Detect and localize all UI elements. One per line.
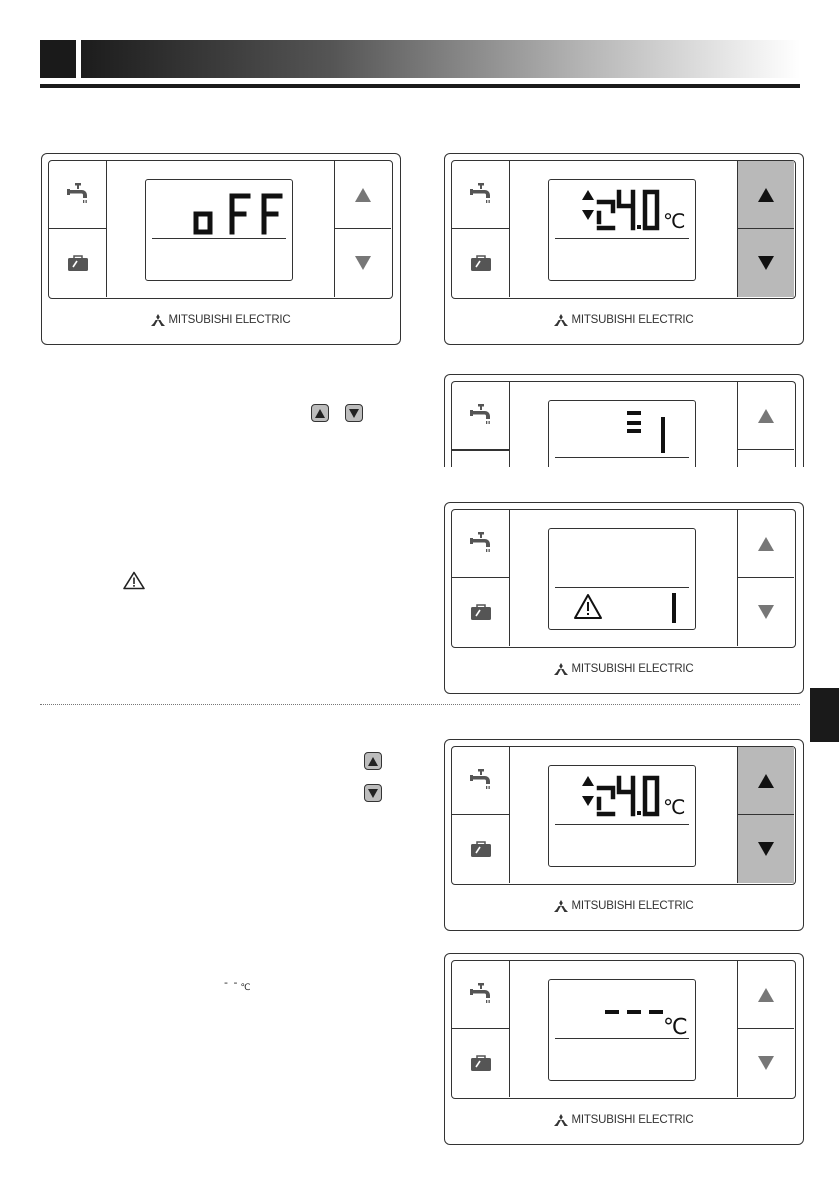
controller-face — [451, 960, 796, 1099]
triangle-up-icon — [758, 537, 774, 551]
remote-controller-off — [41, 153, 401, 345]
brand-logo: MITSUBISHI ELECTRIC — [445, 1114, 803, 1126]
lcd-divider — [555, 824, 689, 825]
up-button[interactable] — [737, 382, 794, 450]
hot-water-button[interactable] — [452, 961, 510, 1029]
section-number-block — [40, 40, 76, 78]
triangle-down-icon — [758, 842, 774, 856]
water-tap-icon — [470, 404, 492, 428]
remote-controller-error — [444, 502, 804, 694]
triangle-up-icon — [758, 774, 774, 788]
up-button-pressed[interactable] — [737, 161, 794, 229]
triangle-up-icon — [758, 409, 774, 423]
inline-up-button-icon — [311, 404, 329, 422]
down-button[interactable] — [737, 578, 794, 646]
water-tap-icon — [67, 183, 89, 207]
three-diamond-logo — [554, 1114, 568, 1126]
up-button[interactable] — [737, 961, 794, 1029]
lcd-set-temp — [581, 188, 693, 236]
inline-down-button-icon — [345, 404, 363, 422]
down-button[interactable] — [737, 1029, 794, 1097]
holiday-button[interactable] — [452, 815, 510, 883]
lcd-divider — [152, 238, 286, 239]
down-button[interactable] — [334, 229, 391, 297]
hot-water-button[interactable] — [452, 747, 510, 815]
triangle-down-icon — [758, 1056, 774, 1070]
section-divider — [40, 704, 800, 705]
svg-text:℃: ℃ — [663, 1015, 688, 1038]
lcd-display — [145, 179, 293, 281]
holiday-suitcase-icon — [471, 604, 491, 620]
holiday-button[interactable] — [452, 1029, 510, 1097]
triangle-down-icon — [758, 256, 774, 270]
hot-water-button[interactable] — [452, 382, 510, 450]
water-tap-icon — [470, 532, 492, 556]
triangle-down-icon — [355, 256, 371, 270]
lcd-divider — [555, 1038, 689, 1039]
svg-text:℃: ℃ — [663, 209, 686, 233]
holiday-button-partial[interactable] — [452, 450, 510, 467]
hot-water-button[interactable] — [452, 510, 510, 578]
remote-controller-no-temp — [444, 953, 804, 1145]
brand-logo: MITSUBISHI ELECTRIC — [445, 314, 803, 326]
controller-face — [451, 160, 796, 299]
side-chapter-tab — [810, 688, 839, 742]
holiday-button[interactable] — [452, 578, 510, 646]
remote-controller-set-temp — [444, 153, 804, 345]
lcd-display — [548, 400, 696, 467]
lcd-display — [548, 179, 696, 281]
inline-warning-icon — [123, 571, 145, 590]
water-tap-icon — [470, 769, 492, 793]
lcd-set-temp — [581, 774, 693, 822]
warning-triangle-icon — [573, 593, 603, 620]
three-diamond-logo — [151, 314, 165, 326]
holiday-suitcase-icon — [68, 255, 88, 271]
controller-face — [451, 746, 796, 885]
triangle-up-icon — [758, 988, 774, 1002]
brand-logo: MITSUBISHI ELECTRIC — [42, 314, 400, 326]
lcd-divider — [555, 238, 689, 239]
holiday-suitcase-icon — [471, 1055, 491, 1071]
holiday-suitcase-icon — [471, 841, 491, 857]
three-diamond-logo — [554, 663, 568, 675]
lcd-display — [548, 528, 696, 630]
down-button-pressed[interactable] — [737, 229, 794, 297]
triangle-down-icon — [758, 605, 774, 619]
water-tap-icon — [470, 183, 492, 207]
hot-water-button[interactable] — [452, 161, 510, 229]
svg-text:℃: ℃ — [663, 795, 686, 819]
brand-logo: MITSUBISHI ELECTRIC — [445, 663, 803, 675]
up-button-pressed[interactable] — [737, 747, 794, 815]
lcd-display — [548, 765, 696, 867]
lcd-divider — [555, 587, 689, 588]
up-button[interactable] — [737, 510, 794, 578]
triangle-up-icon — [758, 188, 774, 202]
down-button-partial[interactable] — [737, 450, 794, 467]
lcd-zone-text — [619, 409, 689, 457]
lcd-error-code — [667, 593, 681, 623]
three-diamond-logo — [554, 900, 568, 912]
three-diamond-logo — [554, 314, 568, 326]
controller-face — [451, 381, 796, 467]
inline-up-button-icon — [364, 752, 382, 770]
holiday-suitcase-icon — [471, 255, 491, 271]
inline-down-button-icon — [364, 784, 382, 802]
controller-face — [48, 160, 393, 299]
header-rule — [40, 84, 800, 88]
inline-no-temp-indicator: - - $_℃$ — [224, 976, 252, 993]
up-button[interactable] — [334, 161, 391, 229]
triangle-up-icon — [355, 188, 371, 202]
brand-logo: MITSUBISHI ELECTRIC — [445, 900, 803, 912]
holiday-button[interactable] — [49, 229, 107, 297]
holiday-button[interactable] — [452, 229, 510, 297]
remote-controller-zone — [444, 374, 804, 467]
lcd-off-text — [186, 188, 286, 238]
remote-controller-set-temp-2 — [444, 739, 804, 931]
controller-face — [451, 509, 796, 648]
lcd-divider — [555, 457, 689, 458]
hot-water-button[interactable] — [49, 161, 107, 229]
section-title-bar — [81, 40, 800, 78]
down-button-pressed[interactable] — [737, 815, 794, 883]
water-tap-icon — [470, 983, 492, 1007]
lcd-display — [548, 979, 696, 1081]
lcd-no-temp — [601, 998, 693, 1038]
